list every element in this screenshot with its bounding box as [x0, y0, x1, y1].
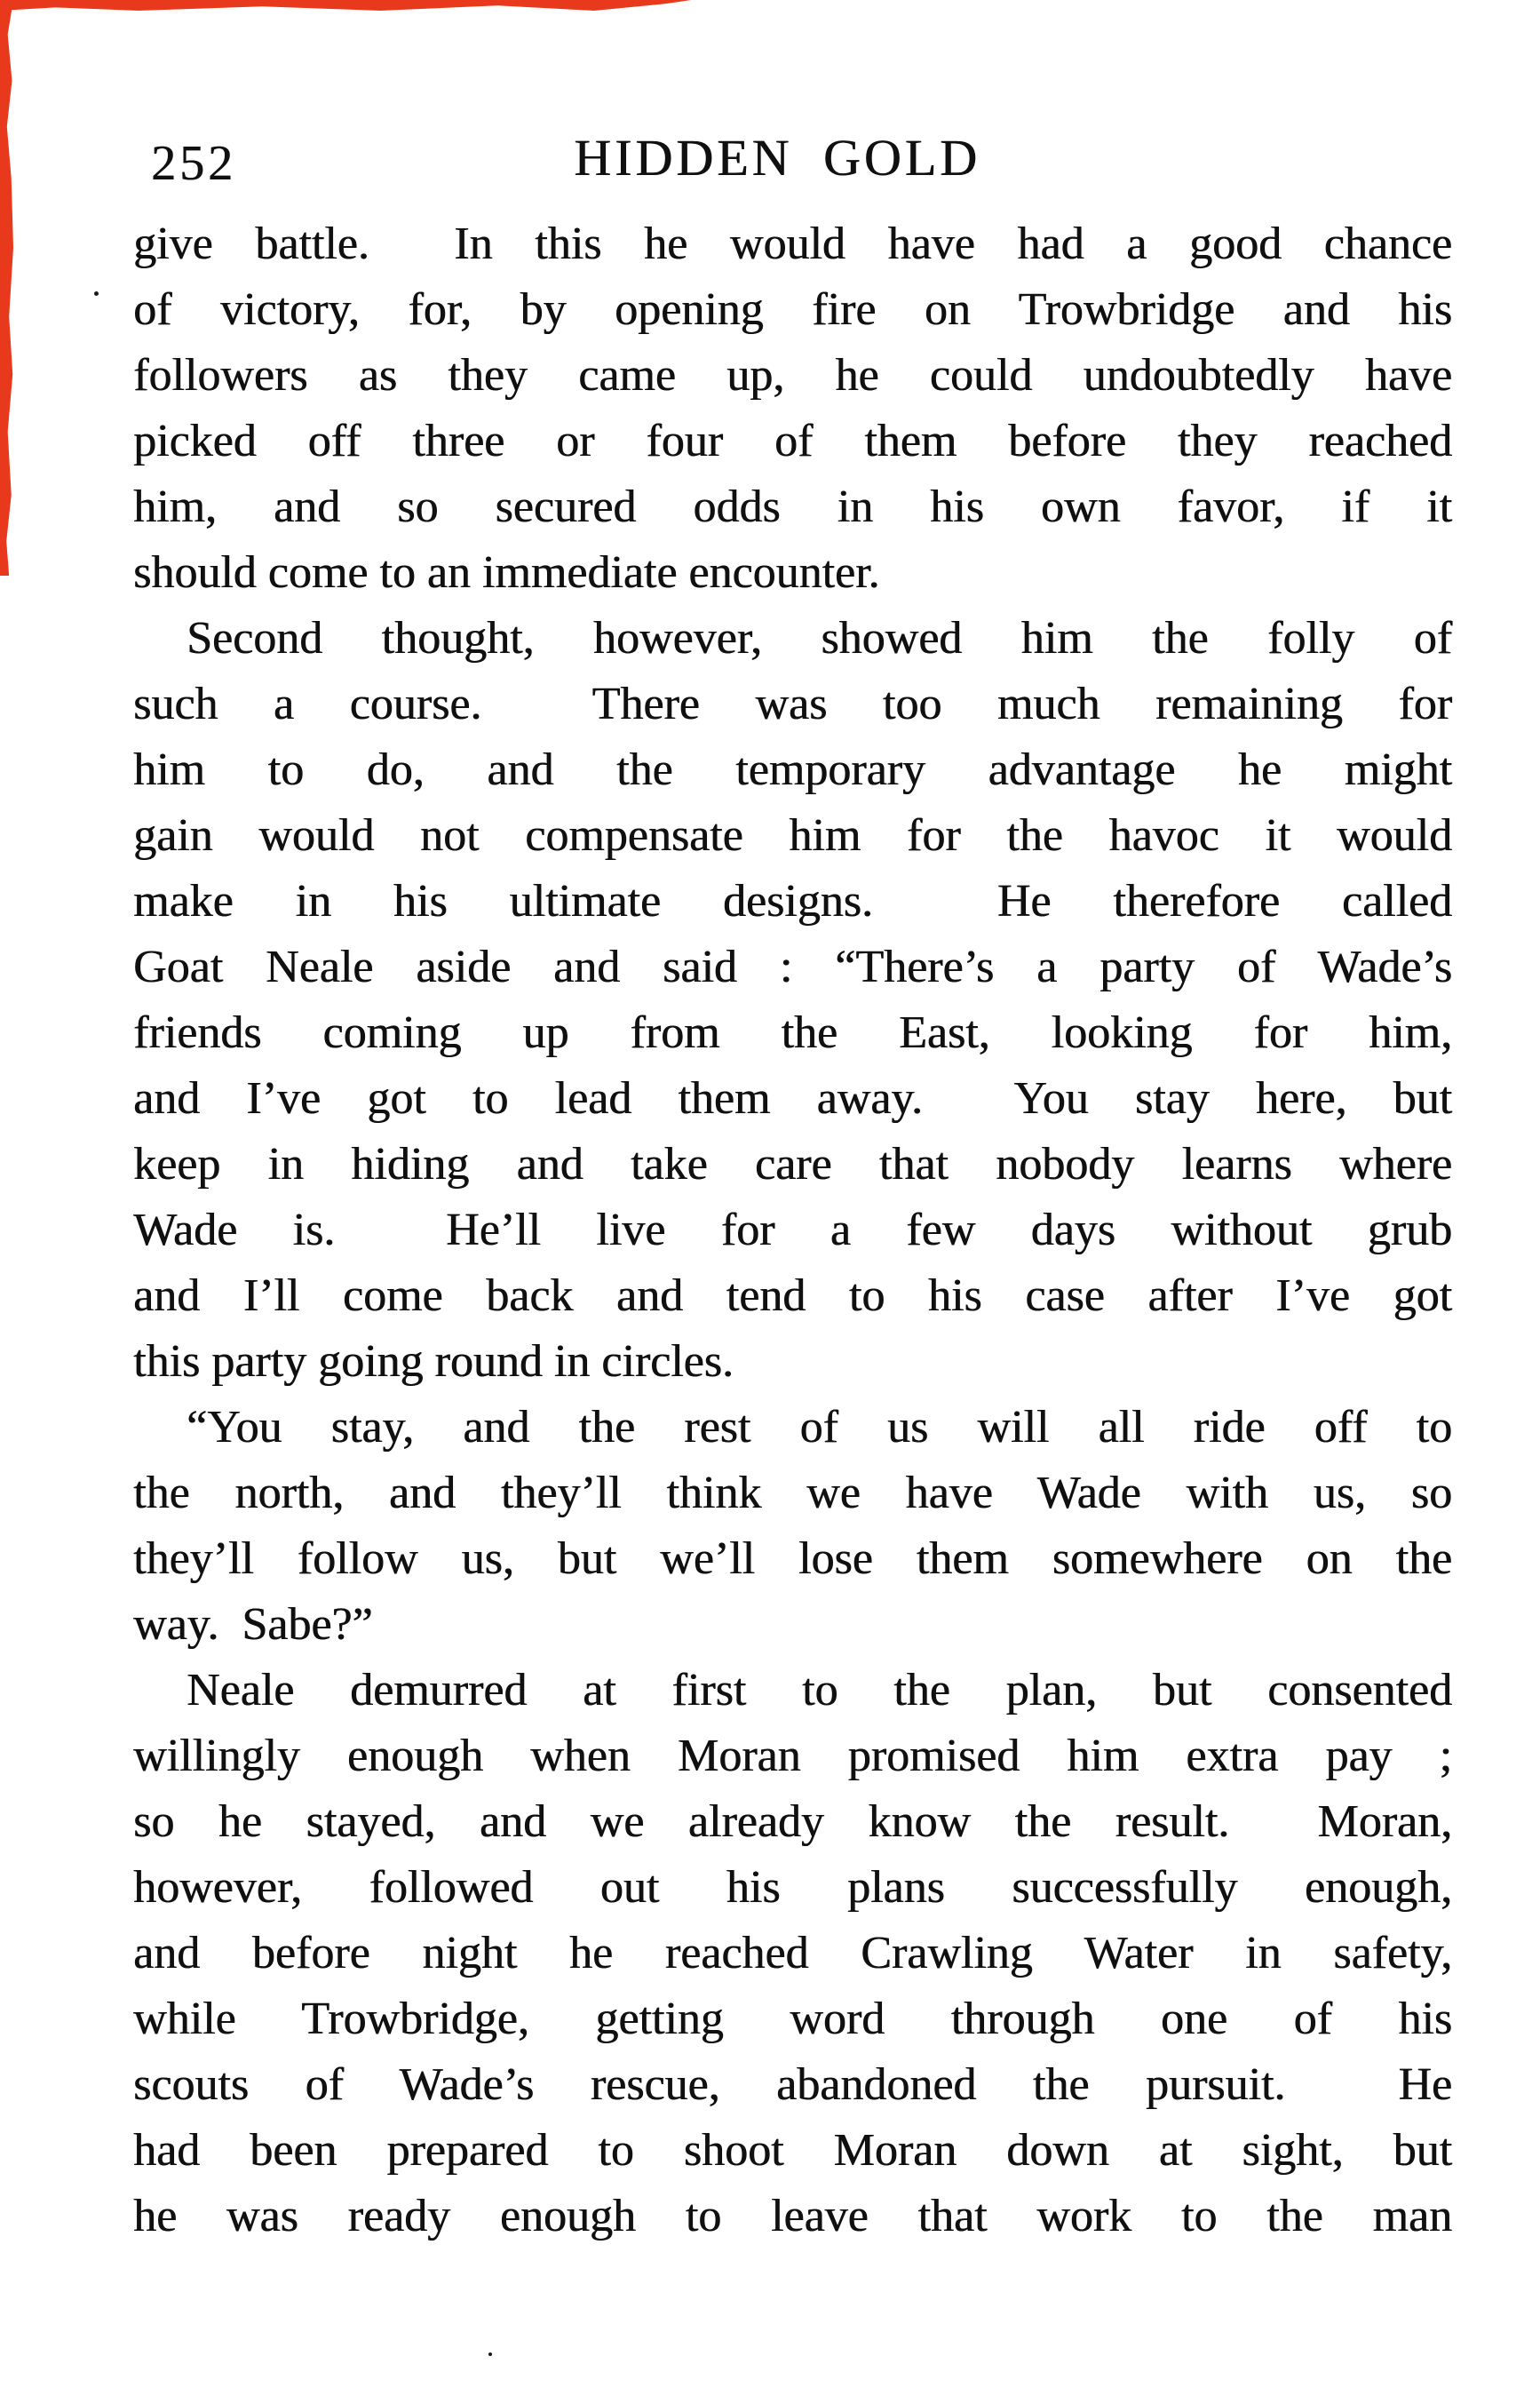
red-scan-edge-left — [0, 0, 13, 576]
text-line: willingly enough when Moran promised him extra pay ; — [133, 1731, 1452, 1781]
text-line: so he stayed, and we already know the result. Moran, — [133, 1796, 1452, 1847]
text-line: give battle. In this he would have had a good chance — [133, 219, 1452, 269]
text-line: picked off three or four of them before they reached — [133, 416, 1452, 466]
ink-speck — [488, 2352, 492, 2356]
text-line: gain would not compensate him for the havoc it would — [133, 810, 1452, 861]
red-scan-edge-top — [0, 0, 691, 11]
text-line: he was ready enough to leave that work to the man — [133, 2191, 1452, 2241]
text-line: and I’ve got to lead them away. You stay here, but — [133, 1073, 1452, 1124]
text-line: keep in hiding and take care that nobody learns where — [133, 1139, 1452, 1190]
text-line: Second thought, however, showed him the folly of — [187, 613, 1452, 664]
text-line: this party going round in circles. — [133, 1336, 734, 1387]
text-line: make in his ultimate designs. He therefore called — [133, 876, 1452, 927]
text-line: friends coming up from the East, looking for him, — [133, 1007, 1452, 1058]
text-line: way. Sabe?” — [133, 1599, 373, 1650]
body-text — [133, 211, 1452, 2249]
text-line: should come to an immediate encounter. — [133, 547, 880, 598]
text-line: scouts of Wade’s rescue, abandoned the pursuit. He — [133, 2059, 1452, 2110]
text-line: however, followed out his plans successfully enough, — [133, 1862, 1452, 1913]
text-line: while Trowbridge, getting word through one of his — [133, 1994, 1452, 2044]
text-line: they’ll follow us, but we’ll lose them somewhere on the — [133, 1533, 1452, 1584]
text-line: and I’ll come back and tend to his case after I’ve got — [133, 1270, 1452, 1321]
text-line: him to do, and the temporary advantage he might — [133, 744, 1452, 795]
text-line: him, and so secured odds in his own favor, if it — [133, 482, 1452, 532]
text-line: Wade is. He’ll live for a few days without grub — [133, 1205, 1452, 1255]
ink-speck — [94, 291, 99, 296]
text-line: Goat Neale aside and said : “There’s a party of Wade’s — [133, 942, 1452, 992]
text-line: the north, and they’ll think we have Wade with us, so — [133, 1468, 1452, 1518]
text-line: followers as they came up, he could undoubtedly have — [133, 350, 1452, 401]
text-line: “You stay, and the rest of us will all ride off to — [187, 1402, 1452, 1453]
page-number: 252 — [151, 136, 236, 191]
text-line: had been prepared to shoot Moran down at sight, but — [133, 2125, 1452, 2176]
text-line: and before night he reached Crawling Water in safety, — [133, 1928, 1452, 1978]
text-line: such a course. There was too much remaining for — [133, 679, 1452, 729]
text-line: of victory, for, by opening fire on Trowbridge and his — [133, 284, 1452, 335]
text-line: Neale demurred at first to the plan, but consented — [187, 1665, 1452, 1715]
running-header-title: HIDDEN GOLD — [574, 129, 980, 187]
